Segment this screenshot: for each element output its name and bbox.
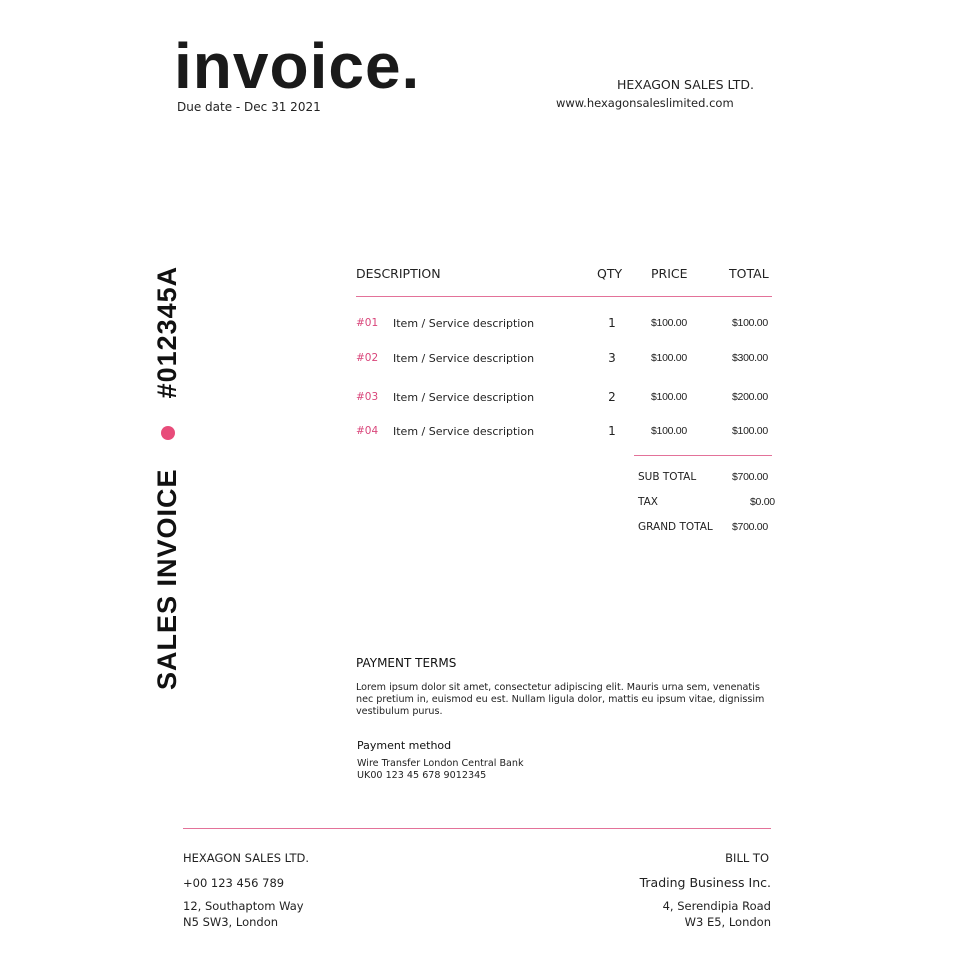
subtotal-label: SUB TOTAL [638, 471, 697, 483]
row-total: $200.00 [732, 391, 768, 403]
row-total: $100.00 [732, 425, 768, 437]
sender-name: HEXAGON SALES LTD. [183, 851, 310, 865]
row-qty: 1 [608, 424, 616, 438]
row-qty: 3 [608, 351, 616, 365]
row-description: Item / Service description [393, 352, 535, 365]
company-name: HEXAGON SALES LTD. [617, 77, 755, 92]
totals-rule [634, 455, 772, 456]
payment-method-account: UK00 123 45 678 9012345 [357, 770, 487, 781]
row-price: $100.00 [651, 317, 687, 329]
row-price: $100.00 [651, 391, 687, 403]
grand-total-label: GRAND TOTAL [638, 521, 713, 533]
bill-to-label: BILL TO [725, 851, 769, 865]
payment-method-title: Payment method [357, 739, 452, 752]
recipient-address-line2: W3 E5, London [684, 915, 771, 929]
row-price: $100.00 [651, 352, 687, 364]
sender-phone: +00 123 456 789 [183, 876, 285, 890]
table-header-rule [356, 296, 772, 297]
col-header-total: TOTAL [729, 266, 769, 281]
sender-address-line2: N5 SW3, London [183, 915, 279, 929]
row-number: #04 [356, 425, 379, 437]
payment-terms-text: Lorem ipsum dolor sit amet, consectetur adipiscing elit. Mauris urna sem, venenatis nec pretium in, euismod eu est. Nullam ligula dolor, mattis eu ipsum vitae, dignissim vestibulum purus. [356, 682, 765, 717]
tax-value: $0.00 [750, 496, 775, 508]
row-description: Item / Service description [393, 391, 535, 404]
tax-label: TAX [638, 496, 658, 508]
col-header-description: DESCRIPTION [356, 266, 441, 281]
sender-address-line1: 12, Southaptom Way [183, 899, 304, 913]
sales-invoice-label: SALES INVOICE [152, 468, 182, 690]
row-description: Item / Service description [393, 317, 535, 330]
row-description: Item / Service description [393, 425, 535, 438]
row-price: $100.00 [651, 425, 687, 437]
row-qty: 2 [608, 390, 616, 404]
side-label [152, 266, 183, 690]
payment-method-bank: Wire Transfer London Central Bank [357, 758, 524, 769]
subtotal-value: $700.00 [732, 471, 768, 483]
payment-terms-title: PAYMENT TERMS [356, 656, 457, 670]
invoice-title: invoice. [174, 30, 421, 102]
recipient-address-line1: 4, Serendipia Road [662, 899, 771, 913]
row-number: #01 [356, 317, 379, 329]
due-date: Due date - Dec 31 2021 [177, 100, 321, 114]
col-header-qty: QTY [597, 266, 623, 281]
invoice-number: #012345A [152, 265, 182, 399]
row-total: $100.00 [732, 317, 768, 329]
company-website: www.hexagonsaleslimited.com [556, 96, 734, 110]
col-header-price: PRICE [651, 266, 688, 281]
accent-dot [161, 426, 175, 440]
footer-rule [183, 828, 771, 829]
row-number: #02 [356, 352, 379, 364]
grand-total-value: $700.00 [732, 521, 768, 533]
row-qty: 1 [608, 316, 616, 330]
row-total: $300.00 [732, 352, 768, 364]
row-number: #03 [356, 391, 379, 403]
recipient-name: Trading Business Inc. [639, 875, 771, 890]
